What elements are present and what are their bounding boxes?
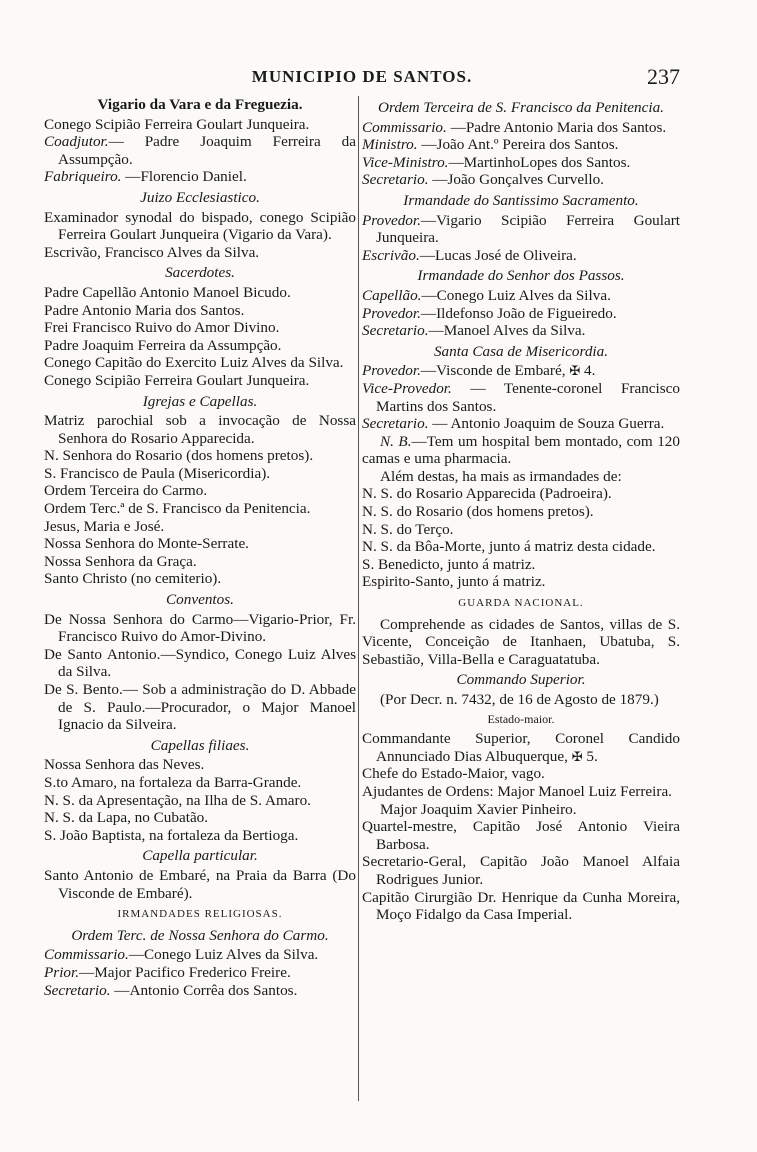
section-heading: [44, 264, 356, 282]
entry-text: De Santo Antonio.—Syndico, Conego Luiz Alves da Silva.: [44, 645, 356, 681]
list-entry: [44, 535, 356, 553]
entry-text: — Padre Joaquim Ferreira da Assumpção.: [58, 133, 356, 168]
role-label: Provedor.: [362, 304, 421, 322]
role-label: Secretario.: [44, 981, 111, 999]
entry-text: Commando Superior.: [456, 671, 586, 689]
list-entry: [44, 209, 356, 244]
entry-text: Comprehende as cidades de Santos, villas de S. Vicente, Conceição de Itanhaen, Ubatuba, S. Sebastião, Villa-Bella e Caraguatatuba.: [362, 615, 680, 668]
section-heading: [44, 906, 356, 924]
list-entry: [44, 319, 356, 337]
entry-text: —Conego Luiz Alves da Silva.: [128, 946, 319, 964]
entry-text: Santa Casa de Misericordia.: [433, 342, 609, 360]
entry-text: Padre Capellão Antonio Manoel Bicudo.: [44, 283, 291, 301]
list-entry: [44, 482, 356, 500]
list-entry: [44, 681, 356, 734]
list-entry: [44, 982, 356, 1000]
section-heading: [362, 267, 680, 285]
role-label: Capellão.: [362, 286, 422, 304]
entry-text: Conego Scipião Ferreira Goulart Junqueira.: [44, 371, 310, 389]
list-entry: [44, 284, 356, 302]
list-entry: [44, 447, 356, 465]
list-entry: [44, 518, 356, 536]
list-entry: [362, 538, 680, 556]
paragraph: [362, 433, 680, 468]
entry-text: —Tem um hospital bem montado, com 120 camas e uma pharmacia.: [362, 432, 680, 468]
decree-note: [362, 691, 680, 709]
entry-text: GUARDA NACIONAL.: [458, 597, 584, 610]
list-entry: [362, 730, 680, 765]
entry-text: —Ildefonso João de Figueiredo.: [420, 304, 617, 322]
list-entry: [362, 783, 680, 801]
entry-text: —Conego Luiz Alves da Silva.: [421, 286, 611, 304]
list-entry: [362, 119, 680, 137]
role-label: Provedor.: [362, 211, 421, 229]
role-label: Secretario.: [362, 415, 429, 433]
entry-text: Capellas filiaes.: [150, 736, 250, 754]
entry-text: De Nossa Senhora do Carmo—Vigario-Prior, Fr. Francisco Ruivo do Amor-Divino.: [44, 610, 356, 646]
right-column: [362, 96, 680, 924]
role-label: Vice-Provedor.: [362, 379, 452, 397]
entry-text: Irmandade do Santissimo Sacramento.: [403, 191, 639, 209]
list-entry: [44, 168, 356, 186]
entry-text: Além destas, ha mais as irmandades de:: [380, 467, 622, 485]
role-label: N. B.: [380, 432, 412, 450]
list-entry: [44, 756, 356, 774]
role-label: Escrivão.: [362, 246, 420, 264]
left-column: [44, 96, 356, 999]
list-entry: [362, 521, 680, 539]
entry-text: N. S. da Bôa-Morte, junto á matriz desta cidade.: [362, 538, 656, 556]
entry-text: N. S. da Apresentação, na Ilha de S. Amaro.: [44, 791, 311, 809]
list-entry: [362, 305, 680, 323]
entry-text: Escrivão, Francisco Alves da Silva.: [44, 243, 260, 261]
list-entry: [44, 809, 356, 827]
list-entry: [362, 889, 680, 924]
list-entry: [44, 570, 356, 588]
section-heading: [44, 927, 356, 945]
list-entry: [44, 244, 356, 262]
list-entry: [44, 302, 356, 320]
list-entry: [44, 774, 356, 792]
entry-text: De S. Bento.— Sob a administração do D. Abbade de S. Paulo.—Procurador, o Major Manoel Ignacio da Silveira.: [44, 681, 356, 734]
order-cross-icon: ✠: [569, 363, 581, 379]
entry-text: Santo Antonio de Embaré, na Praia da Barra (Do Visconde de Embaré).: [44, 866, 356, 902]
role-label: Secretario.: [362, 322, 429, 340]
list-entry: [44, 116, 356, 134]
role-label: Secretario.: [362, 171, 429, 189]
list-entry: [44, 964, 356, 982]
section-heading: [362, 99, 680, 117]
entry-text: Ordem Terc. de Nossa Senhora do Carmo.: [71, 926, 329, 944]
section-heading: [362, 595, 680, 613]
entry-text: Irmandade do Senhor dos Passos.: [417, 267, 625, 285]
list-entry: [44, 372, 356, 390]
section-heading: [44, 737, 356, 755]
entry-text: —Vigario Scipião Ferreira Goulart Junqueira.: [376, 211, 680, 247]
entry-text: Espirito-Santo, junto á matriz.: [362, 573, 546, 591]
entry-text: Nossa Senhora da Graça.: [44, 552, 197, 570]
entry-text: Conego Capitão do Exercito Luiz Alves da Silva.: [44, 354, 344, 372]
entry-text: N. S. da Lapa, no Cubatão.: [44, 809, 209, 827]
entry-text: Quartel-mestre, Capitão José Antonio Vieira Barbosa.: [362, 818, 680, 853]
entry-text: —João Gonçalves Curvello.: [428, 171, 604, 189]
entry-text: Major Joaquim Xavier Pinheiro.: [380, 800, 577, 818]
entry-text: Ajudantes de Ordens: Major Manoel Luiz Ferreira.: [362, 782, 672, 800]
entry-text: —MartinhoLopes dos Santos.: [448, 153, 631, 171]
entry-text: —Manoel Alves da Silva.: [428, 322, 586, 340]
entry-text: Padre Antonio Maria dos Santos.: [44, 301, 245, 319]
list-entry: [44, 465, 356, 483]
entry-text: (Por Decr. n. 7432, de 16 de Agosto de 1879.): [380, 691, 659, 708]
list-entry: [362, 556, 680, 574]
list-entry: [362, 171, 680, 189]
entry-text: —Visconde de Embaré,: [420, 362, 570, 380]
list-entry: [362, 415, 680, 433]
list-entry: [362, 136, 680, 154]
entry-suffix: 5.: [582, 747, 598, 765]
list-entry: [44, 827, 356, 845]
list-entry: [44, 500, 356, 518]
section-heading: [362, 343, 680, 361]
entry-text: Frei Francisco Ruivo do Amor Divino.: [44, 319, 280, 337]
entry-text: —Major Pacifico Frederico Freire.: [79, 963, 291, 981]
list-entry: [362, 503, 680, 521]
page-title: MUNICIPIO DE SANTOS.: [251, 67, 473, 86]
entry-text: —Florencio Daniel.: [121, 168, 247, 186]
entry-text: Ordem Terc.ª de S. Francisco da Penitencia.: [44, 500, 311, 518]
entry-text: Commandante Superior, Coronel Candido Annunciado Dias Albuquerque,: [362, 730, 680, 765]
section-heading: [44, 393, 356, 411]
list-entry: [362, 853, 680, 888]
entry-text: S. Francisco de Paula (Misericordia).: [44, 464, 271, 482]
entry-text: —Padre Antonio Maria dos Santos.: [446, 118, 667, 136]
entry-text: N. S. do Rosario (dos homens pretos).: [362, 503, 594, 521]
entry-text: Capitão Cirurgião Dr. Henrique da Cunha Moreira, Moço Fidalgo da Casa Imperial.: [362, 888, 680, 924]
column-divider: [358, 96, 359, 1101]
list-entry: [362, 573, 680, 591]
list-entry: [362, 212, 680, 247]
role-label: Coadjutor.: [44, 133, 109, 151]
entry-text: Nossa Senhora do Monte-Serrate.: [44, 535, 249, 553]
role-label: Commissario.: [362, 118, 447, 136]
entry-text: S. Benedicto, junto á matriz.: [362, 555, 536, 573]
entry-text: Ordem Terceira de S. Francisco da Penitencia.: [378, 99, 664, 116]
role-label: Vice-Ministro.: [362, 153, 449, 171]
entry-text: Conego Scipião Ferreira Goulart Junqueira.: [44, 115, 310, 133]
entry-text: Santo Christo (no cemiterio).: [44, 570, 222, 588]
entry-text: —Lucas José de Oliveira.: [419, 246, 577, 264]
list-entry: [44, 412, 356, 447]
list-entry: [44, 553, 356, 571]
list-entry: [44, 133, 356, 168]
list-entry: [44, 611, 356, 646]
entry-text: Sacerdotes.: [165, 264, 235, 282]
list-entry: [44, 646, 356, 681]
entry-text: Ordem Terceira do Carmo.: [44, 482, 208, 500]
entry-text: Capella particular.: [142, 847, 258, 865]
list-entry: [362, 765, 680, 783]
role-label: Commissario.: [44, 946, 129, 964]
list-entry: [44, 337, 356, 355]
entry-text: Conventos.: [166, 591, 234, 609]
paragraph: [362, 468, 680, 486]
entry-text: Padre Joaquim Ferreira da Assumpção.: [44, 336, 282, 354]
list-entry: [362, 362, 680, 380]
role-label: Prior.: [44, 963, 80, 981]
entry-text: IRMANDADES RELIGIOSAS.: [117, 908, 283, 921]
entry-text: N. S. do Rosario Apparecida (Padroeira).: [362, 485, 612, 503]
list-entry: [362, 485, 680, 503]
section-heading: [44, 847, 356, 865]
entry-text: Secretario-Geral, Capitão João Manoel Alfaia Rodrigues Junior.: [362, 853, 680, 888]
subsection-heading: [362, 711, 680, 729]
entry-text: — Antonio Joaquim de Souza Guerra.: [428, 415, 665, 433]
list-entry: [44, 354, 356, 372]
entry-text: Estado-maior.: [487, 711, 555, 726]
entry-text: Examinador synodal do bispado, conego Scipião Ferreira Goulart Junqueira (Vigario da Vara).: [44, 208, 356, 244]
page-number: 237: [647, 64, 680, 89]
entry-text: Vigario da Vara e da Freguezia.: [97, 96, 303, 113]
list-entry: [362, 380, 680, 415]
section-heading: [44, 591, 356, 609]
entry-suffix: 4.: [580, 362, 596, 380]
entry-text: S.to Amaro, na fortaleza da Barra-Grande.: [44, 773, 302, 791]
role-label: Provedor.: [362, 362, 421, 380]
section-heading: [362, 671, 680, 689]
paragraph: [362, 616, 680, 669]
entry-text: Nossa Senhora das Neves.: [44, 756, 205, 774]
list-entry: [362, 247, 680, 265]
role-label: Ministro.: [362, 136, 418, 154]
list-entry: [44, 792, 356, 810]
page-header: [44, 62, 680, 92]
list-entry: [362, 287, 680, 305]
entry-text: Chefe do Estado-Maior, vago.: [362, 765, 545, 783]
section-heading: [362, 192, 680, 210]
section-heading: [44, 96, 356, 114]
list-entry: [362, 322, 680, 340]
entry-text: — Tenente-coronel Francisco Martins dos Santos.: [376, 379, 680, 415]
entry-text: N. Senhora do Rosario (dos homens pretos).: [44, 447, 314, 465]
entry-text: Jesus, Maria e José.: [44, 517, 165, 535]
order-cross-icon: ✠: [571, 748, 583, 764]
list-entry: [44, 946, 356, 964]
entry-text: N. S. do Terço.: [362, 520, 454, 538]
role-label: Fabriqueiro.: [44, 168, 122, 186]
list-entry: [44, 867, 356, 902]
entry-text: Juizo Ecclesiastico.: [140, 188, 260, 206]
section-heading: [44, 189, 356, 207]
entry-text: S. João Baptista, na fortaleza da Bertioga.: [44, 826, 299, 844]
list-entry: [362, 154, 680, 172]
entry-text: Igrejas e Capellas.: [142, 392, 258, 410]
paragraph: [362, 801, 680, 819]
list-entry: [362, 818, 680, 853]
entry-text: Matriz parochial sob a invocação de Nossa Senhora do Rosario Apparecida.: [44, 412, 356, 447]
entry-text: —Antonio Corrêa dos Santos.: [110, 981, 298, 999]
entry-text: —João Ant.º Pereira dos Santos.: [417, 136, 619, 154]
